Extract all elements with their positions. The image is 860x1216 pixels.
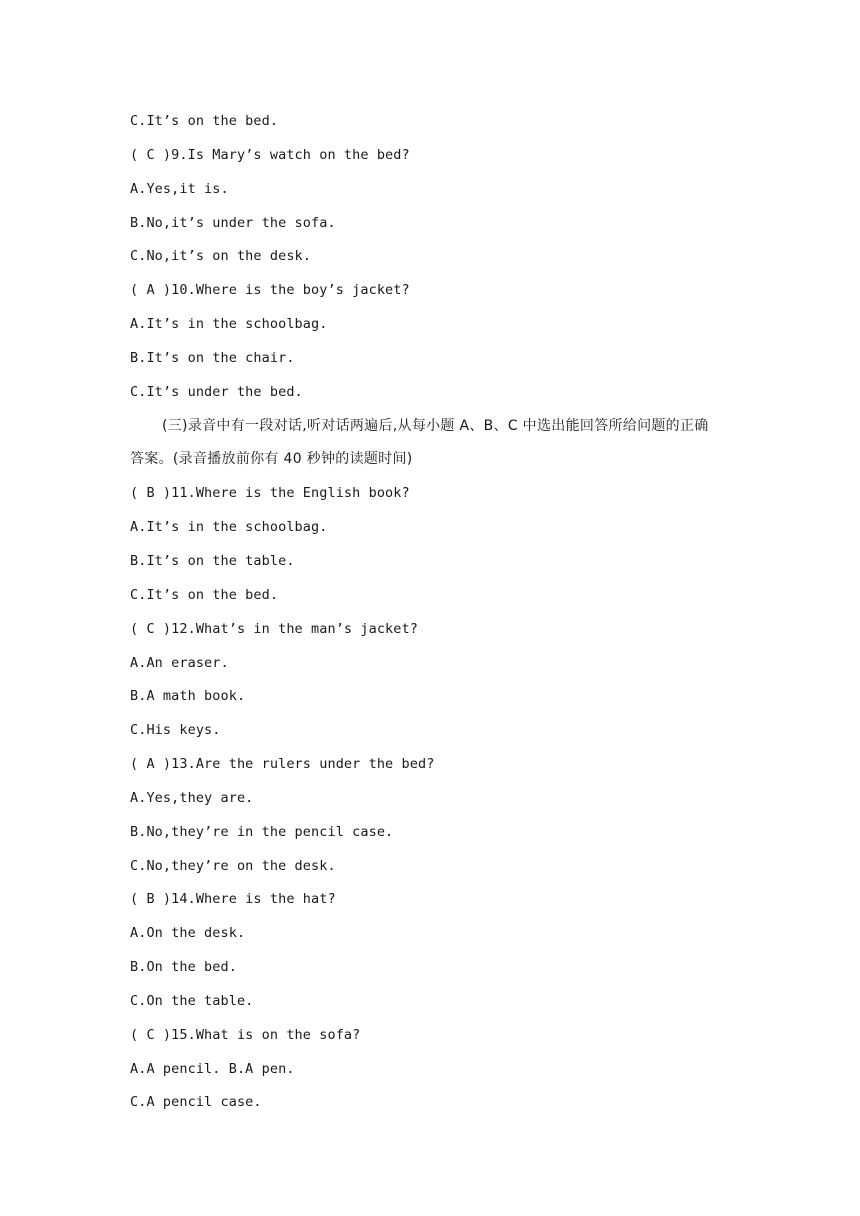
question-item: ( C )15.What is on the sofa? (130, 1026, 361, 1043)
question-item: ( A )13.Are the rulers under the bed? (130, 756, 435, 773)
answer-option: C.A pencil case. (130, 1094, 262, 1111)
answer-option: A.Yes,they are. (130, 789, 254, 806)
answer-option: C.It’s under the bed. (130, 383, 303, 400)
answer-option: A.It’s in the schoolbag. (130, 519, 328, 536)
answer-option: C.No,it’s on the desk. (130, 248, 312, 265)
answer-option: B.It’s on the table. (130, 552, 295, 569)
answer-option: A.It’s in the schoolbag. (130, 316, 328, 333)
answer-option: B.No,they’re in the pencil case. (130, 823, 394, 840)
answer-option: A.On the desk. (130, 925, 246, 942)
answer-option: B.No,it’s under the sofa. (130, 214, 336, 231)
question-item: ( C )9.Is Mary’s watch on the bed? (130, 146, 410, 163)
answer-option: A.An eraser. (130, 654, 229, 671)
question-item: ( B )14.Where is the hat? (130, 891, 336, 908)
answer-option: C.His keys. (130, 722, 221, 739)
question-item: ( C )12.What’s in the man’s jacket? (130, 620, 418, 637)
section-instruction-continued: 答案。(录音播放前你有 40 秒钟的读题时间) (130, 451, 413, 468)
answer-option: B.On the bed. (130, 959, 237, 976)
answer-option: C.It’s on the bed. (130, 586, 279, 603)
answer-option: C.On the table. (130, 992, 254, 1009)
document-body (130, 111, 730, 1126)
question-item: ( B )11.Where is the English book? (130, 485, 410, 502)
answer-option: B.It’s on the chair. (130, 349, 295, 366)
answer-option: C.No,they’re on the desk. (130, 857, 336, 874)
answer-option: B.A math book. (130, 688, 246, 705)
question-item: ( A )10.Where is the boy’s jacket? (130, 282, 410, 299)
answer-option: A.Yes,it is. (130, 180, 229, 197)
section-instruction: (三)录音中有一段对话,听对话两遍后,从每小题 A、B、C 中选出能回答所给问题的正确 (162, 417, 709, 434)
answer-option: C.It’s on the bed. (130, 113, 279, 129)
answer-option: A.A pencil. B.A pen. (130, 1060, 295, 1077)
